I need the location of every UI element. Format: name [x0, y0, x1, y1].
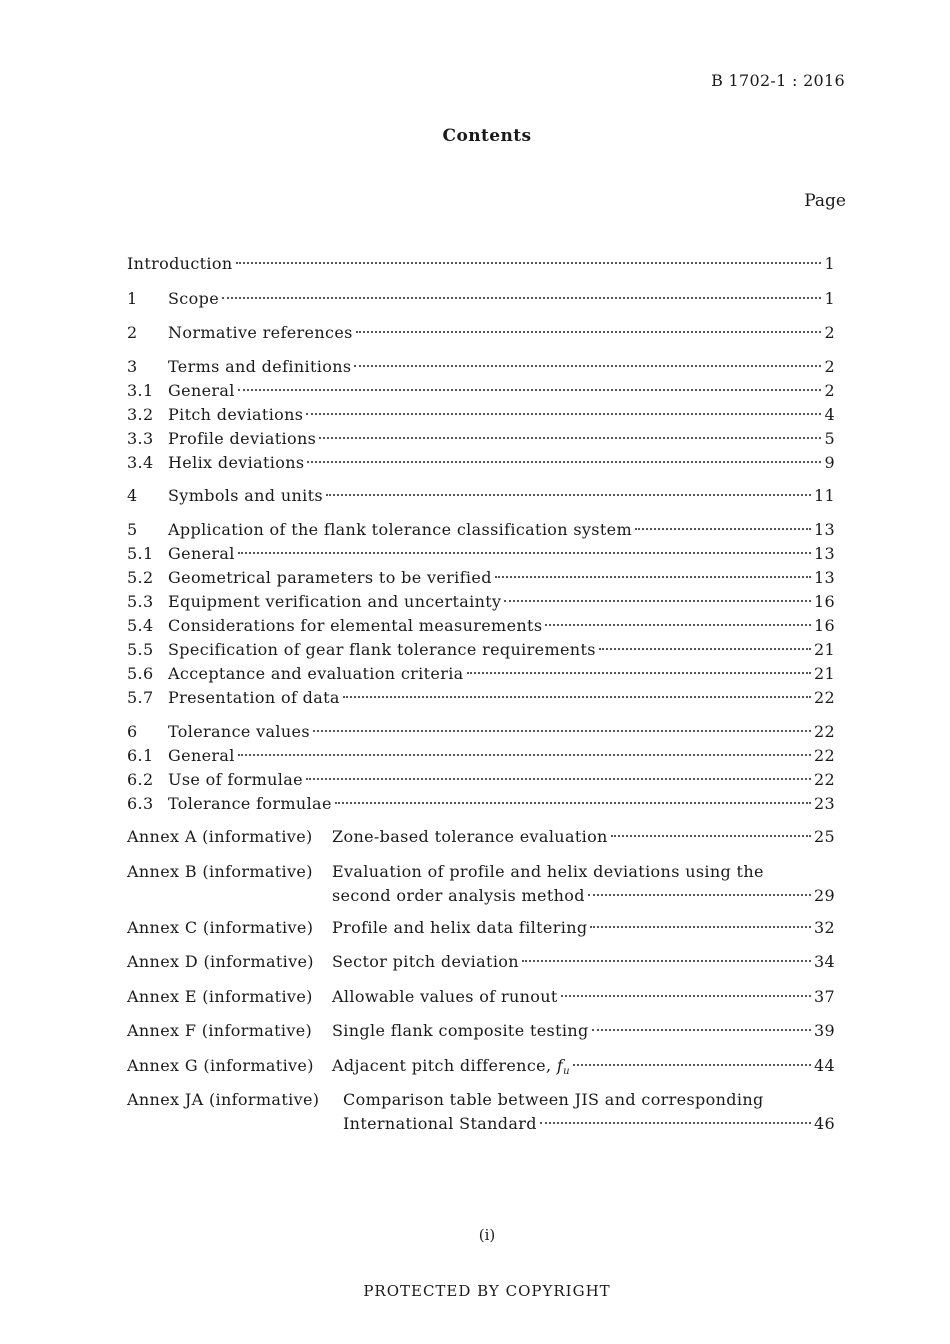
toc-entry-title: Introduction: [127, 254, 233, 273]
toc-entry-page: 9: [824, 453, 835, 472]
annex-page: 46: [813, 1114, 835, 1133]
toc-entry-title: Considerations for elemental measurements: [168, 616, 543, 635]
toc-entry-title: General: [168, 746, 235, 765]
toc-entry[interactable]: [127, 566, 835, 590]
toc-entry-number: 5.6: [127, 664, 154, 683]
toc-entry-title: Helix deviations: [168, 453, 305, 472]
toc-entry-title: Use of formulae: [168, 770, 303, 789]
toc-entry[interactable]: [127, 768, 835, 792]
toc-entry[interactable]: [127, 427, 835, 451]
annex-page: 25: [813, 827, 835, 846]
leader-dots: [306, 778, 811, 780]
toc-entry-number: 5.1: [127, 544, 154, 563]
leader-dots: [313, 730, 811, 732]
toc-annex-c[interactable]: [127, 916, 835, 940]
leader-dots: [307, 461, 821, 463]
annex-page: 34: [813, 952, 835, 971]
toc-entry[interactable]: [127, 484, 835, 508]
leader-dots: [319, 437, 821, 439]
leader-dots: [545, 624, 811, 626]
toc-entry-number: 5: [127, 520, 138, 539]
toc-entry-number: 6: [127, 722, 138, 741]
toc-entry[interactable]: [127, 638, 835, 662]
toc-entry-page: 21: [813, 664, 835, 683]
toc-entry-title: Geometrical parameters to be verified: [168, 568, 492, 587]
toc-entry-number: 6.1: [127, 746, 154, 765]
annex-title-line1: Evaluation of profile and helix deviations using the: [332, 862, 764, 881]
toc-entry-title: Terms and definitions: [168, 357, 352, 376]
annex-name: Annex D (informative): [127, 952, 314, 971]
annex-page: 44: [813, 1056, 835, 1075]
annex-name: Annex A (informative): [127, 827, 313, 846]
toc-entry-page: 16: [813, 592, 835, 611]
leader-dots: [611, 835, 811, 837]
annex-title: Single flank composite testing: [332, 1021, 589, 1040]
leader-dots: [504, 600, 810, 602]
toc-entry-page: 5: [824, 429, 835, 448]
document-code: B 1702-1 : 2016: [711, 71, 845, 90]
toc-entry-page: 21: [813, 640, 835, 659]
annex-name: Annex JA (informative): [127, 1090, 320, 1109]
toc-annex-d[interactable]: [127, 950, 835, 974]
annex-title: Sector pitch deviation: [332, 952, 519, 971]
toc-entry-number: 3.1: [127, 381, 154, 400]
toc-entry-number: 6.2: [127, 770, 154, 789]
toc-annex-f[interactable]: [127, 1019, 835, 1043]
toc-entry-title: Symbols and units: [168, 486, 323, 505]
toc-entry-page: 1: [824, 254, 835, 273]
leader-dots: [326, 494, 811, 496]
toc-entry-title: Tolerance values: [168, 722, 310, 741]
toc-entry[interactable]: [127, 686, 835, 710]
toc-annex-g[interactable]: [127, 1054, 835, 1078]
page-number: (i): [478, 1226, 496, 1244]
toc-entry-number: 5.4: [127, 616, 154, 635]
toc-entry-title: Normative references: [168, 323, 353, 342]
toc-entry-number: 5.2: [127, 568, 154, 587]
toc-entry-page: 13: [813, 568, 835, 587]
toc-entry[interactable]: [127, 542, 835, 566]
toc-entry-title: Equipment verification and uncertainty: [168, 592, 502, 611]
toc-entry-page: 22: [813, 722, 835, 741]
toc-entry-page: 13: [813, 520, 835, 539]
toc-entry-page: 2: [824, 323, 835, 342]
toc-entry-introduction[interactable]: [127, 252, 835, 276]
toc-entry[interactable]: [127, 403, 835, 427]
page-column-label: Page: [804, 191, 846, 211]
leader-dots: [522, 960, 811, 962]
toc-entry[interactable]: [127, 451, 835, 475]
annex-title: second order analysis method: [332, 886, 585, 905]
toc-entry-page: 22: [813, 770, 835, 789]
annex-name: Annex C (informative): [127, 918, 314, 937]
toc-entry-title: Scope: [168, 289, 220, 308]
leader-dots: [590, 926, 810, 928]
leader-dots: [561, 995, 811, 997]
annex-name: Annex F (informative): [127, 1021, 313, 1040]
toc-entry[interactable]: [127, 720, 835, 744]
toc-annex-ja[interactable]: [127, 1088, 835, 1136]
toc-entry-page: 4: [824, 405, 835, 424]
toc-entry[interactable]: [127, 590, 835, 614]
leader-dots: [236, 262, 822, 264]
toc-entry-number: 3.4: [127, 453, 154, 472]
toc-entry-page: 1: [824, 289, 835, 308]
annex-title-line1: Comparison table between JIS and corresponding: [343, 1090, 764, 1109]
toc-entry-title: Application of the flank tolerance classification system: [168, 520, 632, 539]
toc-entry-title: Acceptance and evaluation criteria: [168, 664, 464, 683]
toc-entry[interactable]: [127, 321, 835, 345]
toc-entry-number: 1: [127, 289, 138, 308]
annex-page: 32: [813, 918, 835, 937]
toc-entry-number: 3.3: [127, 429, 154, 448]
toc-entry-title: Specification of gear flank tolerance requirements: [168, 640, 596, 659]
toc-entry-title: General: [168, 381, 235, 400]
toc-entry-page: 22: [813, 746, 835, 765]
toc-entry-page: 13: [813, 544, 835, 563]
toc-entry-number: 5.5: [127, 640, 154, 659]
toc-entry-title: Presentation of data: [168, 688, 340, 707]
toc-entry[interactable]: [127, 662, 835, 686]
toc-entry-number: 2: [127, 323, 138, 342]
toc-entry-page: 23: [813, 794, 835, 813]
toc-entry[interactable]: [127, 287, 835, 311]
toc-entry[interactable]: [127, 614, 835, 638]
toc-entry[interactable]: [127, 792, 835, 816]
toc-annex-e[interactable]: [127, 985, 835, 1009]
leader-dots: [335, 802, 811, 804]
annex-title: Adjacent pitch difference, fu: [332, 1056, 570, 1077]
page-title: Contents: [442, 126, 532, 146]
toc-entry-page: 16: [813, 616, 835, 635]
toc-entry[interactable]: [127, 518, 835, 542]
symbol-subscript: u: [563, 1066, 570, 1077]
symbol-f: f: [556, 1056, 564, 1075]
leader-dots: [540, 1122, 811, 1124]
leader-dots: [573, 1064, 811, 1066]
annex-name: Annex G (informative): [127, 1056, 314, 1075]
leader-dots: [306, 413, 821, 415]
annex-name: Annex E (informative): [127, 987, 313, 1006]
toc-entry-number: 5.3: [127, 592, 154, 611]
leader-dots: [238, 389, 822, 391]
leader-dots: [238, 552, 811, 554]
toc-entry-title: Pitch deviations: [168, 405, 304, 424]
toc-entry-page: 2: [824, 357, 835, 376]
annex-page: 37: [813, 987, 835, 1006]
copyright-notice: PROTECTED BY COPYRIGHT: [363, 1282, 611, 1300]
annex-name: Annex B (informative): [127, 862, 313, 881]
annex-page: 39: [813, 1021, 835, 1040]
toc-entry-title: Tolerance formulae: [168, 794, 332, 813]
toc-entry-title: Profile deviations: [168, 429, 317, 448]
leader-dots: [222, 297, 821, 299]
annex-title: Zone-based tolerance evaluation: [332, 827, 608, 846]
leader-dots: [343, 696, 811, 698]
toc-annex-b[interactable]: [127, 860, 835, 908]
annex-page: 29: [813, 886, 835, 905]
leader-dots: [635, 528, 811, 530]
toc-entry-title: General: [168, 544, 235, 563]
toc-annex-a[interactable]: [127, 825, 835, 849]
leader-dots: [354, 365, 821, 367]
toc-entry-page: 2: [824, 381, 835, 400]
toc-entry-number: 4: [127, 486, 138, 505]
leader-dots: [592, 1029, 811, 1031]
toc-entry[interactable]: [127, 355, 835, 379]
leader-dots: [599, 648, 811, 650]
toc-entry[interactable]: [127, 744, 835, 768]
toc-entry-number: 5.7: [127, 688, 154, 707]
toc-entry[interactable]: [127, 379, 835, 403]
leader-dots: [467, 672, 811, 674]
toc-entry-number: 3: [127, 357, 138, 376]
leader-dots: [238, 754, 811, 756]
annex-title: International Standard: [343, 1114, 537, 1133]
toc-entry-number: 3.2: [127, 405, 154, 424]
toc-entry-page: 11: [813, 486, 835, 505]
toc-entry-number: 6.3: [127, 794, 154, 813]
annex-title: Allowable values of runout: [332, 987, 558, 1006]
leader-dots: [495, 576, 811, 578]
annex-title: Profile and helix data filtering: [332, 918, 588, 937]
leader-dots: [588, 894, 811, 896]
leader-dots: [356, 331, 822, 333]
toc-entry-page: 22: [813, 688, 835, 707]
